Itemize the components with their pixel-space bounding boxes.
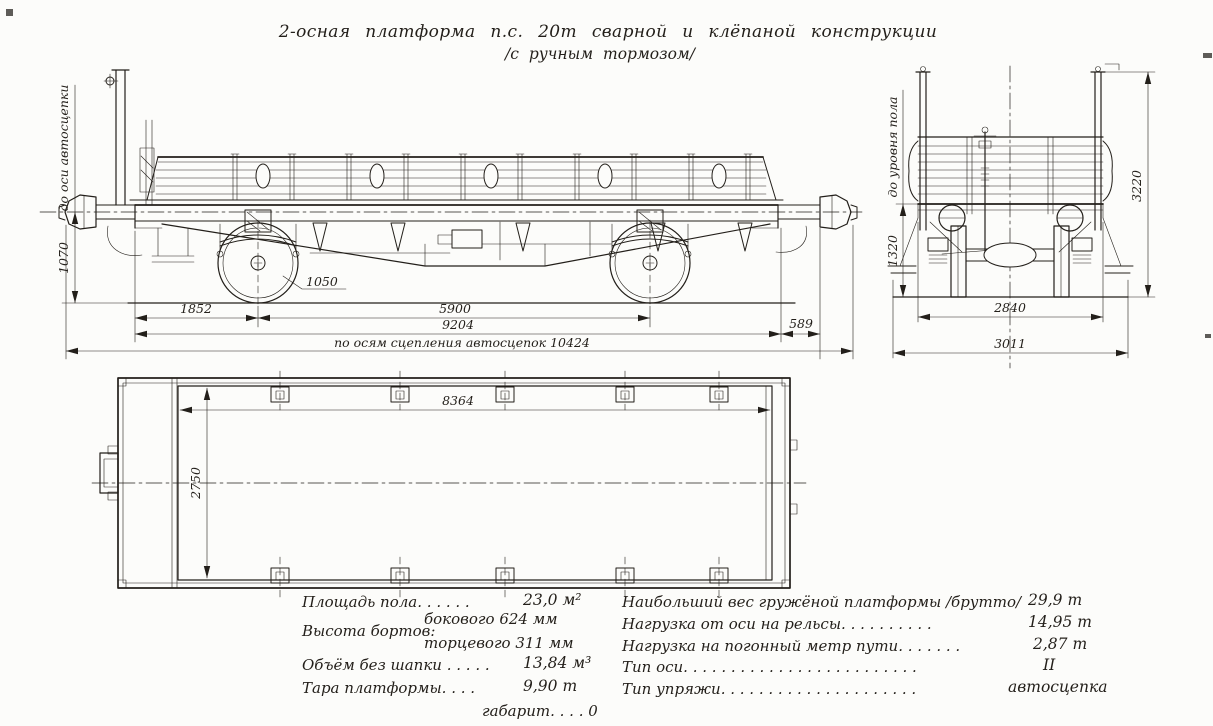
spec-board-height-end: торцевого 311 мм xyxy=(424,634,574,652)
dim-1852-text: 1852 xyxy=(180,301,212,316)
side-view-dimensions xyxy=(56,85,853,359)
scan-speck xyxy=(1205,334,1211,338)
spec-floor-area-value: 23,0 м² xyxy=(523,591,582,609)
plan-stake-pockets xyxy=(271,371,728,597)
spec-volume-value: 13,84 м³ xyxy=(523,654,592,672)
spec-coupling-type-value: автосцепка xyxy=(1008,678,1108,696)
dim-1050-text: 1050 xyxy=(306,274,338,289)
board-openings xyxy=(256,164,726,188)
spec-axle-type-label: Тип оси. . . . . . . . . . . . . . . . . . . . . . . . . xyxy=(622,658,917,676)
side-view xyxy=(40,70,862,305)
dim-3220-text: 3220 xyxy=(1129,170,1144,202)
dim-589 xyxy=(781,316,820,334)
spec-board-height-label: Высота бортов: xyxy=(302,622,436,640)
handbrake-column xyxy=(104,70,154,205)
spec-meter-load-label: Нагрузка на погонный метр пути. . . . . . . xyxy=(622,637,961,655)
end-view xyxy=(888,64,1133,368)
spec-axle-load-label: Нагрузка от оси на рельсы. . . . . . . . . . xyxy=(622,615,932,633)
side-boards xyxy=(147,157,776,200)
dim-1320 xyxy=(885,97,903,297)
dim-8364-text: 8364 xyxy=(442,393,474,408)
title-block xyxy=(278,22,937,63)
spec-meter-load-value: 2,87 т xyxy=(1033,635,1088,653)
corner-posts xyxy=(916,64,1119,230)
specs-block xyxy=(301,591,1107,720)
left-wheelset xyxy=(217,210,299,305)
spec-coupling-type-label: Тип упряжи. . . . . . . . . . . . . . . . . . . . . xyxy=(622,680,917,698)
dim-2750-text: 2750 xyxy=(188,467,203,499)
dim-5900-text: 5900 xyxy=(439,301,471,316)
spec-volume-label: Объём без шапки . . . . . xyxy=(302,656,490,674)
spec-tare-label: Тара платформы. . . . xyxy=(302,679,476,697)
dim-3011-text: 3011 xyxy=(994,336,1026,351)
dim-3011 xyxy=(893,336,1128,353)
dim-8364 xyxy=(180,393,770,410)
plan-coupler xyxy=(100,446,118,500)
dim-2840 xyxy=(918,300,1103,317)
scan-speck xyxy=(1203,53,1212,58)
plan-side-tabs xyxy=(790,440,797,514)
dim-1070 xyxy=(56,85,75,303)
dim-10424-text: по осям сцепления автосцепок 10424 xyxy=(334,335,590,350)
spec-axle-type-value: II xyxy=(1043,656,1056,674)
dim-589-text: 589 xyxy=(789,316,813,331)
spec-floor-area-label: Площадь пола. . . . . . xyxy=(302,593,470,611)
dim-1070-text: 1070 xyxy=(56,242,71,274)
spec-gauge-note: габарит. . . . 0 xyxy=(482,702,598,720)
spec-board-height-side: бокового 624 мм xyxy=(424,610,558,628)
underframe xyxy=(130,200,783,228)
label-coupler-axis: до оси автосцепки xyxy=(56,84,71,212)
spec-gross-weight-label: Наибольший вес гружёной платформы /брутто/ xyxy=(622,593,1022,611)
spec-gross-weight-value: 29,9 т xyxy=(1028,591,1083,609)
label-floor-level: до уровня пола xyxy=(885,96,900,198)
right-coupler xyxy=(776,195,857,252)
drawing-title-line1: 2-осная платформа п.с. 20т сварной и клёпаной конструкции xyxy=(278,22,938,42)
scan-speck xyxy=(6,9,13,16)
leader-1050 xyxy=(283,274,346,289)
spec-axle-load-value: 14,95 т xyxy=(1028,613,1092,631)
dim-9204-text: 9204 xyxy=(442,317,474,332)
dim-1320-text: 1320 xyxy=(885,235,900,267)
dim-9204 xyxy=(135,317,781,334)
right-wheelset xyxy=(609,210,691,305)
spec-tare-value: 9,90 т xyxy=(523,677,578,695)
dim-3220 xyxy=(1129,72,1148,297)
end-boards xyxy=(909,137,1113,214)
dim-2840-text: 2840 xyxy=(994,300,1026,315)
drawing-title-line2: /с ручным тормозом/ xyxy=(505,45,695,63)
dim-10424 xyxy=(66,335,853,351)
